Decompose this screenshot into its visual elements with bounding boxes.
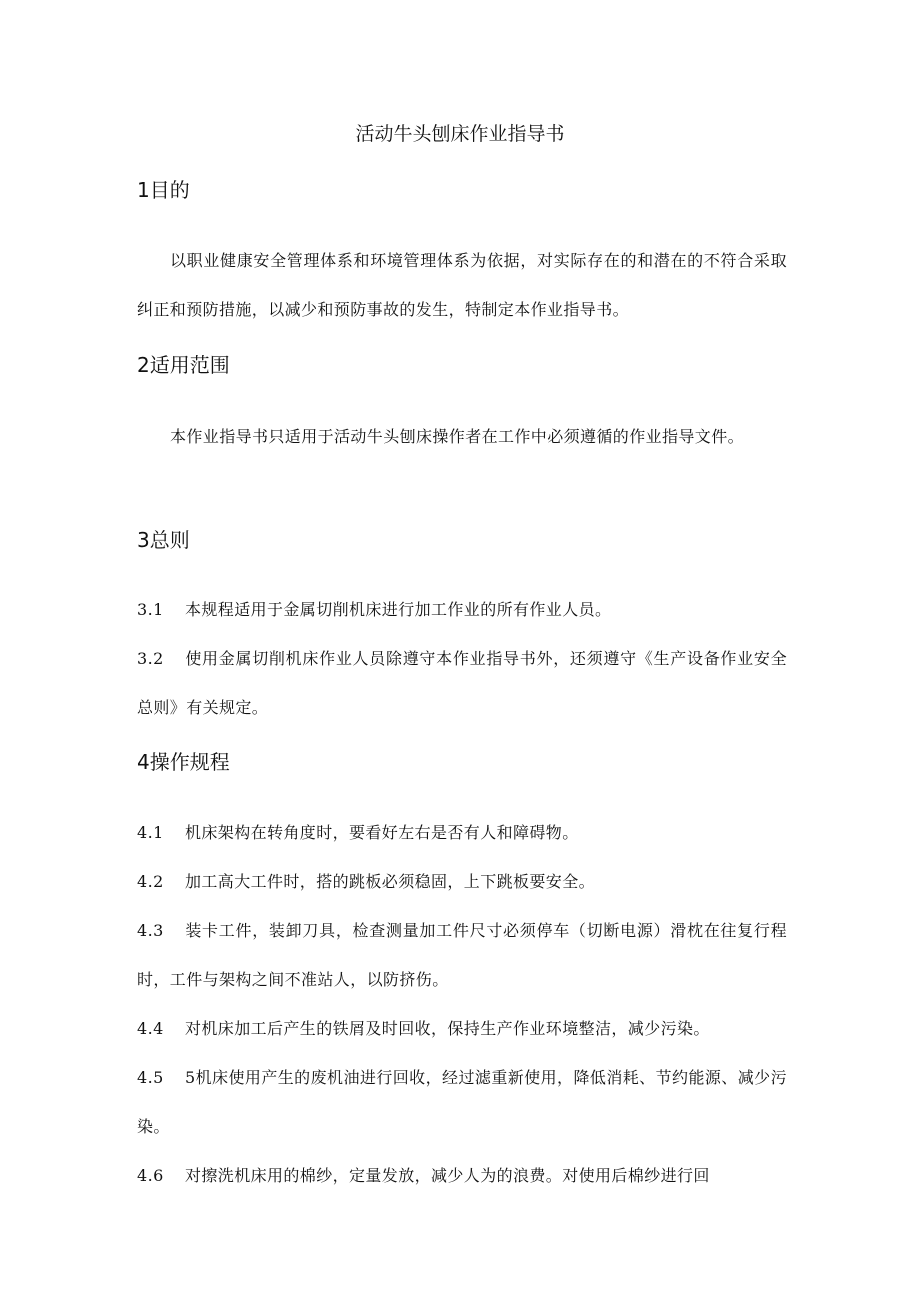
document-title: 活动牛头刨床作业指导书 [355,123,565,145]
clause-item [137,857,787,906]
clause-item [137,634,787,732]
clause-item [137,906,787,1004]
clause-text: 5机床使用产生的废机油进行回收，经过滤重新使用，降低消耗、节约能源、减少污染。 [137,1068,787,1136]
clause-number: 4.3 [137,921,164,940]
clause-item [137,808,787,857]
section-paragraph-scope: 本作业指导书只适用于活动牛头刨床操作者在工作中必须遵循的作业指导文件。 [170,427,745,446]
clause-text: 加工高大工件时，搭的跳板必须稳固，上下跳板要安全。 [185,872,596,891]
clause-number: 4.6 [137,1166,164,1185]
clause-number: 4.4 [137,1019,164,1038]
clause-item [137,1004,787,1053]
section-heading-procedures: 4操作规程 [137,750,230,774]
clause-item [137,585,787,634]
clause-number: 3.1 [137,600,164,619]
clause-text: 使用金属切削机床作业人员除遵守本作业指导书外，还须遵守《生产设备作业安全总则》有关规定。 [137,649,787,717]
clause-text: 对擦洗机床用的棉纱，定量发放，减少人为的浪费。对使用后棉纱进行回 [185,1166,710,1185]
clause-number: 4.2 [137,872,164,891]
section-heading-general: 3总则 [137,528,190,552]
clause-number: 4.1 [137,823,164,842]
clause-number: 4.5 [137,1068,164,1087]
clause-text: 装卡工件，装卸刀具，检查测量加工件尺寸必须停车（切断电源）滑枕在往复行程时，工件与架构之间不准站人，以防挤伤。 [137,921,787,989]
clause-item [137,1053,787,1151]
clause-number: 3.2 [137,649,164,668]
section-heading-purpose: 1目的 [137,178,190,202]
clause-item [137,1151,787,1200]
clause-text: 本规程适用于金属切削机床进行加工作业的所有作业人员。 [185,600,612,619]
section-heading-scope: 2适用范围 [137,353,230,377]
clause-text: 对机床加工后产生的铁屑及时回收，保持生产作业环境整洁，减少污染。 [185,1019,710,1038]
section-paragraph-purpose: 以职业健康安全管理体系和环境管理体系为依据，对实际存在的和潜在的不符合采取纠正和预防措施，以减少和预防事故的发生，特制定本作业指导书。 [137,251,787,319]
clause-text: 机床架构在转角度时，要看好左右是否有人和障碍物。 [185,823,579,842]
